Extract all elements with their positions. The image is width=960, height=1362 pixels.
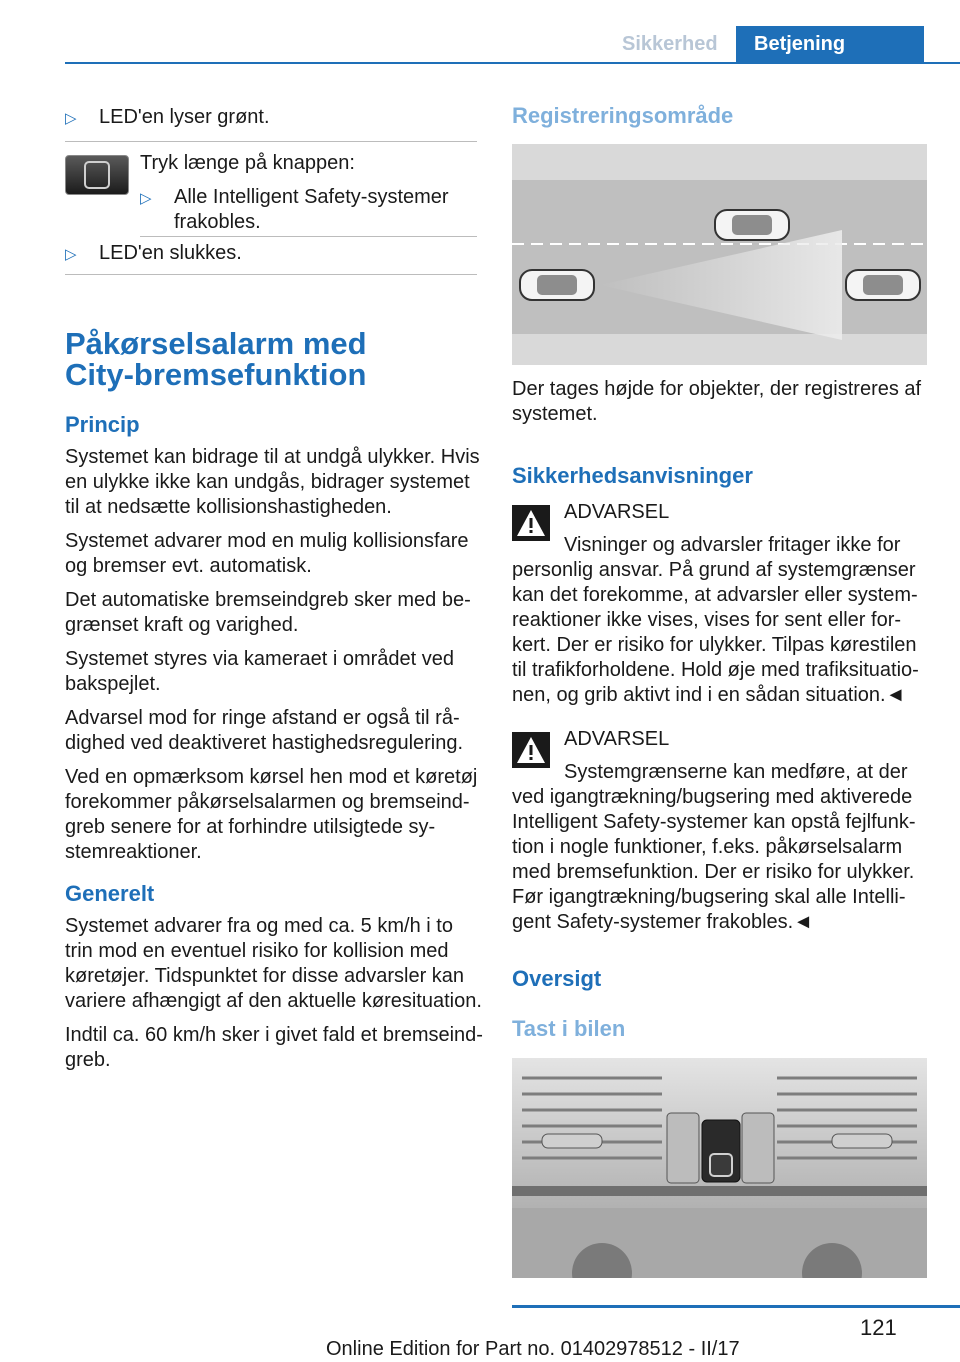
warning2-label: ADVARSEL: [564, 728, 670, 750]
paragraph: Ved en opmærksom kørsel hen mod et køretøj forekommer påkørselsalarmen og bremseind-greb senere for at forhindre utilsigtede sy-stemreaktioner.: [65, 766, 478, 863]
bullet-all-off: ▷ Alle Intelligent Safety-systemer frakobles.: [140, 186, 449, 233]
paragraph: Systemet advarer fra og med ca. 5 km/h i to trin mod en eventuel risiko for kollision med køretøjer. Tidspunktet for disse advarsler kan variere afhængigt af den aktuelle køresituation.: [65, 915, 482, 1012]
car-top-icon: [520, 270, 594, 300]
triangle-bullet-icon: ▷: [140, 190, 152, 207]
warning1-label: ADVARSEL: [564, 501, 670, 523]
header-rule: [65, 62, 960, 64]
safety-button-icon: [84, 161, 110, 189]
dashboard-button-photo: [512, 1058, 927, 1278]
bullet-led-off: ▷ LED'en slukkes.: [65, 241, 485, 267]
generelt-text: [65, 914, 483, 1082]
separator: [140, 236, 477, 237]
bullet-led-green: ▷ LED'en lyser grønt.: [65, 105, 485, 131]
paragraph: Indtil ca. 60 km/h sker i givet fald et bremseind-greb.: [65, 1024, 483, 1071]
page-number: 121: [860, 1315, 897, 1340]
heading-sikkerhedsanvisninger: Sikkerhedsanvisninger: [512, 463, 753, 488]
car-top-icon: [715, 210, 789, 240]
triangle-bullet-icon: ▷: [65, 110, 77, 127]
registrering-text: Der tages højde for objekter, der registreres af systemet.: [512, 378, 922, 425]
car-top-icon: [846, 270, 920, 300]
heading-generelt: Generelt: [65, 881, 155, 906]
princip-text: [65, 445, 483, 874]
edition-text: Online Edition for Part no. 01402978512 - II/17: [326, 1338, 740, 1360]
paragraph: Systemet kan bidrage til at undgå ulykker. Hvis en ulykke ikke kan undgås, bidrager systemet til at nedsætte kollisionshastigheden.: [65, 446, 480, 518]
heading-princip: Princip: [65, 412, 140, 437]
triangle-bullet-icon: ▷: [65, 246, 77, 263]
heading-tast-i-bilen: Tast i bilen: [512, 1016, 626, 1041]
paragraph: Advarsel mod for ringe afstand er også til rå-dighed ved deaktiveret hastighedsregulering.: [65, 707, 464, 754]
paragraph: Systemet advarer mod en mulig kollisionsfare og bremser evt. automatisk.: [65, 530, 469, 577]
footer-rule: [512, 1305, 960, 1308]
paragraph: Det automatiske bremseindgreb sker med be-grænset kraft og varighed.: [65, 589, 471, 636]
separator: [65, 274, 477, 275]
safety-button-image: [65, 155, 129, 195]
header-section-sikkerhed[interactable]: Sikkerhed: [622, 33, 718, 55]
heading-main: Påkørselsalarm med City-bremsefunktion: [65, 326, 367, 392]
detection-area-illustration: [512, 144, 927, 365]
heading-oversigt: Oversigt: [512, 966, 602, 991]
press-long-text: Tryk længe på knappen:: [140, 152, 355, 174]
warning1-text: Visninger og advarsler fritager ikke for personlig ansvar. På grund af systemgrænser kan det forekomme, at advarsler eller system-reaktioner ikke vises, vises for sent eller for-kert. Der er risiko for ulykker. Tilpas kørestilen til trafikforholdene. Hold øje med trafiksituatio-nen, og grib aktivt ind i en sådan situation.◄: [512, 534, 919, 706]
separator: [65, 141, 477, 142]
header-section-betjening[interactable]: Betjening: [736, 26, 924, 62]
warning2-text: Systemgrænserne kan medføre, at der ved igangtrækning/bugsering med aktiverede Intelligent Safety-systemer kan opstå fejlfunk-tion i nogle funktioner, f.eks. påkørselsalarm med bremsefunktion. Der er risiko for ulykker. Før igangtrækning/bugsering skal alle Intelli-gent Safety-systemer frakobles.◄: [512, 761, 916, 933]
paragraph: Systemet styres via kameraet i området ved bakspejlet.: [65, 648, 455, 695]
heading-registreringsomraade: Registreringsområde: [512, 103, 734, 128]
